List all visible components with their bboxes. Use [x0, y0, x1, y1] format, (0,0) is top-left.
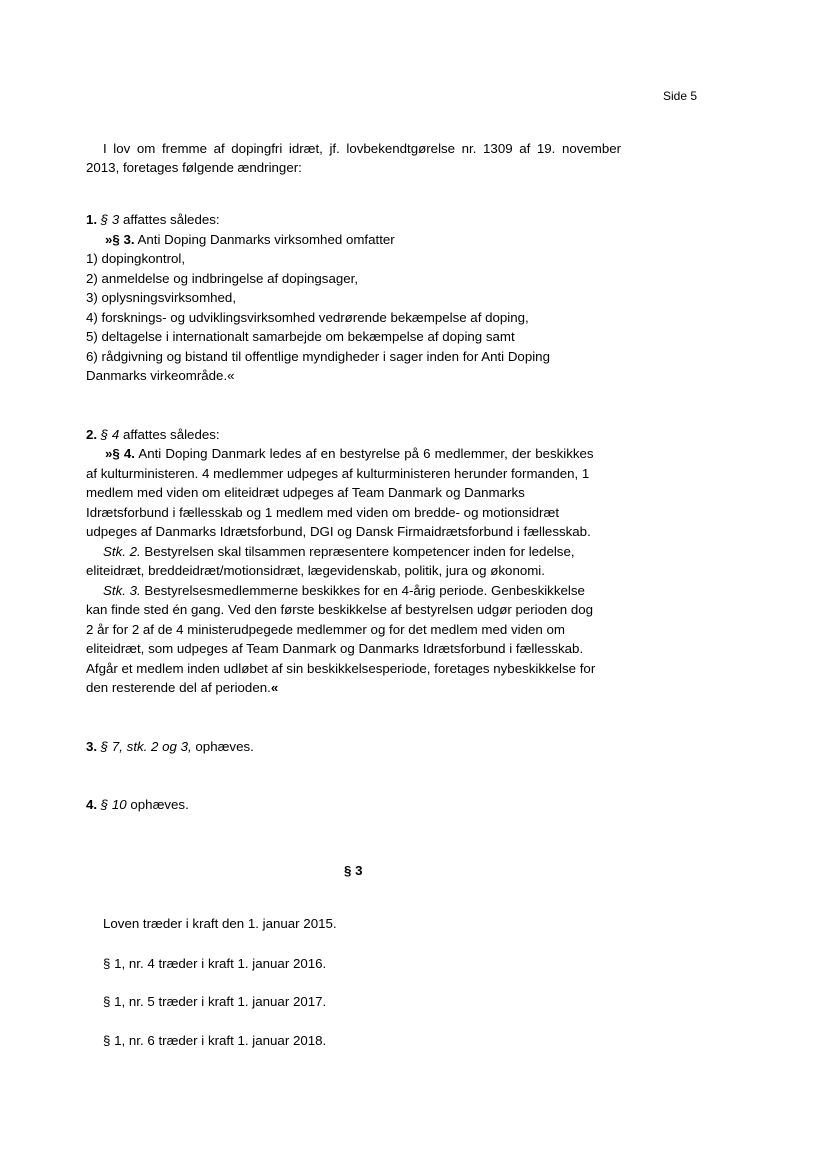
amendment-3-text: ophæves. — [191, 739, 254, 754]
paragraph-line: medlem med viden om eliteidræt udpeges af Team Danmark og Danmarks — [86, 485, 525, 500]
list-item: 6) rådgivning og bistand til offentlige myndigheder i sager inden for Anti Doping — [86, 349, 550, 364]
amendment-2-lead-text: affattes således: — [119, 427, 220, 442]
amendment-4 — [86, 795, 189, 815]
stk-3-label: Stk. 3. — [103, 583, 141, 598]
amendment-3-section-ref: § 7, stk. 2 og 3, — [100, 739, 192, 754]
paragraph-line: 2 år for 2 af de 4 ministerudpegede medlemmer og for det medlem med viden om — [86, 622, 565, 637]
stk-3-last — [86, 678, 278, 698]
amendment-1-section-ref: § 3 — [100, 212, 120, 227]
stk-3-first — [103, 581, 585, 601]
paragraph-line: udpeges af Danmarks Idrætsforbund, DGI og Dansk Firmaidrætsforbund i fællesskab. — [86, 524, 591, 539]
stk-3-text: Bestyrelsesmedlemmerne beskikkes for en 4-årig periode. Genbeskikkelse — [140, 583, 585, 598]
section-3-line: Loven træder i kraft den 1. januar 2015. — [103, 916, 337, 931]
paragraph-line: Idrætsforbund i fællesskab og 1 medlem med viden om bredde- og motionsidræt — [86, 505, 560, 520]
section-3-line: § 1, nr. 4 træder i kraft 1. januar 2016. — [103, 956, 327, 971]
paragraph-line: den resterende del af perioden. — [86, 680, 271, 695]
stk-2-text: Bestyrelsen skal tilsammen repræsentere kompetencer inden for ledelse, — [140, 544, 575, 559]
stk-2-first — [103, 542, 575, 562]
close-quote: « — [270, 680, 279, 695]
amendment-2-section-ref: § 4 — [100, 427, 120, 442]
amendment-1-lead-text: affattes således: — [119, 212, 220, 227]
amendment-4-text: ophæves. — [126, 797, 189, 812]
amendment-1-quote-text: Anti Doping Danmarks virksomhed omfatter — [134, 232, 395, 247]
amendment-1-number: 1. — [86, 212, 98, 227]
amendment-1-quote-label: »§ 3. — [105, 232, 135, 247]
list-item: 2) anmeldelse og indbringelse af dopingsager, — [86, 271, 359, 286]
paragraph-line: eliteidræt, som udpeges af Team Danmark og Danmarks Idrætsforbund i fællesskab. — [86, 641, 584, 656]
stk-2-label: Stk. 2. — [103, 544, 141, 559]
amendment-2-lead — [86, 425, 220, 445]
list-item: 3) oplysningsvirksomhed, — [86, 290, 237, 305]
amendment-2-quote-label: »§ 4. — [105, 446, 135, 461]
section-3-line: § 1, nr. 5 træder i kraft 1. januar 2017. — [103, 994, 327, 1009]
paragraph-line: Afgår et medlem inden udløbet af sin beskikkelsesperiode, foretages nybeskikkelse for — [86, 661, 596, 676]
amendment-1-lead — [86, 210, 220, 230]
intro-line-2: 2013, foretages følgende ændringer: — [86, 160, 302, 175]
paragraph-line: kan finde sted én gang. Ved den første beskikkelse af bestyrelsen udgør perioden dog — [86, 602, 594, 617]
amendment-3 — [86, 737, 254, 757]
paragraph-line: eliteidræt, breddeidræt/motionsidræt, lægevidenskab, politik, jura og økonomi. — [86, 563, 545, 578]
amendment-2-number: 2. — [86, 427, 98, 442]
page-number: Side 5 — [663, 89, 698, 103]
amendment-4-section-ref: § 10 — [100, 797, 127, 812]
amendment-2-paragraph-1-first: Anti Doping Danmark ledes af en bestyrelse på 6 medlemmer, der beskikkes — [134, 446, 594, 461]
list-item: 1) dopingkontrol, — [86, 251, 186, 266]
list-item-continuation: Danmarks virkeområde.« — [86, 368, 235, 383]
amendment-3-number: 3. — [86, 739, 98, 754]
list-item: 4) forsknings- og udviklingsvirksomhed vedrørende bekæmpelse af doping, — [86, 310, 529, 325]
amendment-2-quote-open — [105, 444, 594, 464]
amendment-1-quote-open — [105, 230, 395, 250]
amendment-4-number: 4. — [86, 797, 98, 812]
list-item: 5) deltagelse i internationalt samarbejde om bekæmpelse af doping samt — [86, 329, 515, 344]
section-3-line: § 1, nr. 6 træder i kraft 1. januar 2018. — [103, 1033, 327, 1048]
paragraph-line: af kulturministeren. 4 medlemmer udpeges af kulturministeren herunder formanden, 1 — [86, 466, 590, 481]
intro-line-1: I lov om fremme af dopingfri idræt, jf. lovbekendtgørelse nr. 1309 af 19. november — [103, 141, 622, 156]
section-3-heading: § 3 — [344, 863, 363, 878]
